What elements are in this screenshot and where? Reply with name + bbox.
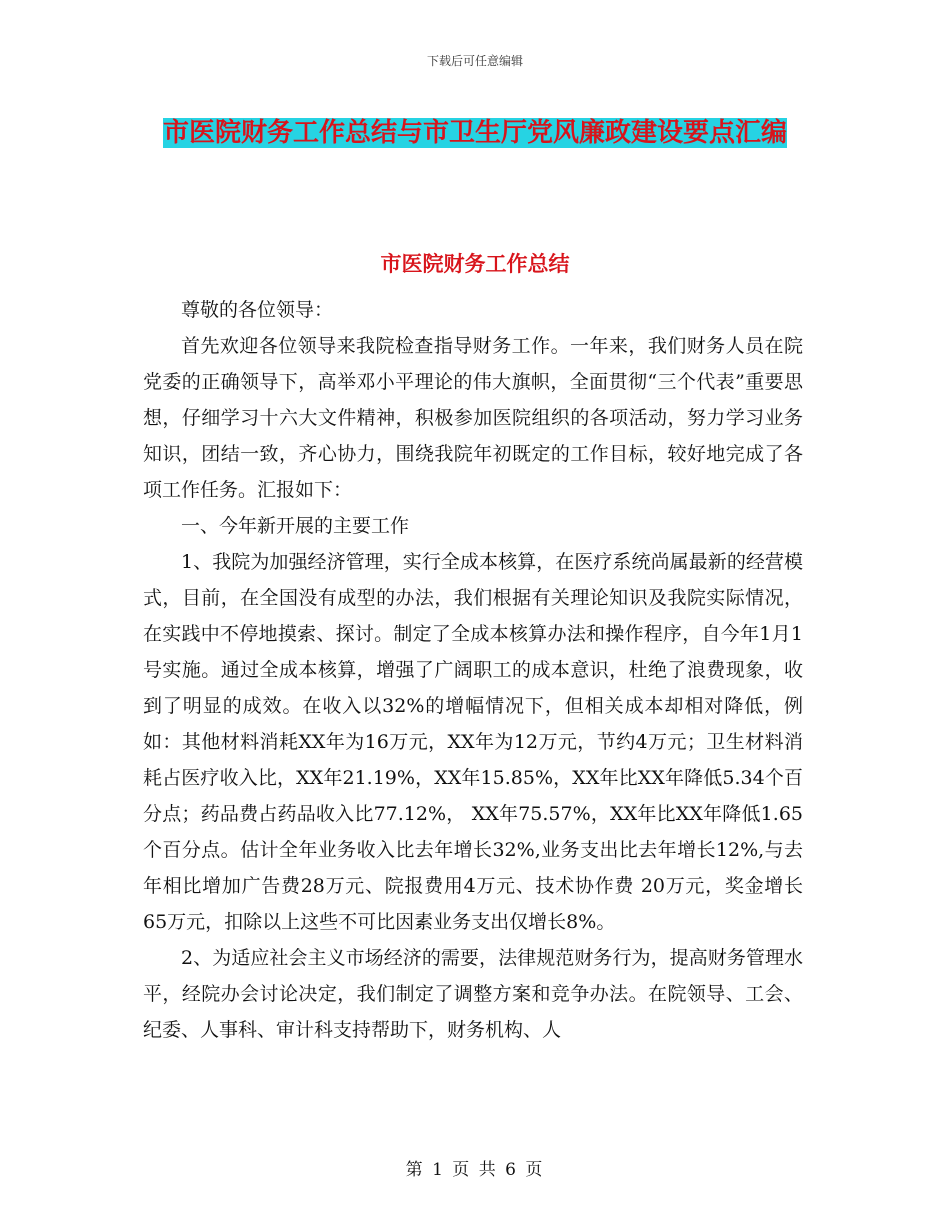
subheading: 一、今年新开展的主要工作 <box>181 515 410 537</box>
section-title: 市医院财务工作总结 <box>380 252 570 276</box>
paragraph: 2、为适应社会主义市场经济的需要，法律规范财务行为，提高财务管理水平，经院办会讨论决定，我们制定了调整方案和竞争办法。在院领导、工会、纪委、人事科、审计科支持帮助下，财务机构、人 <box>143 947 803 1041</box>
page-header-note: 下载后可任意编辑 <box>426 54 523 68</box>
document-body <box>143 292 803 1048</box>
document-title <box>140 110 810 156</box>
paragraph: 1、我院为加强经济管理，实行全成本核算，在医疗系统尚属最新的经营模式，目前，在全国没有成型的办法，我们根据有关理论知识及我院实际情况，在实践中不停地摸索、探讨。制定了全成本核算办法和操作程序，自今年1月1号实施。通过全成本核算，增强了广阔职工的成本意识，杜绝了浪费现象，收到了明显的成效。在收入以32%的增幅情况下，但相关成本却相对降低，例如：其他材料消耗XX年为16万元，XX年为12万元，节约4万元；卫生材料消耗占医疗收入比，XX年21.19%，XX年15.85%，XX年比XX年降低5.34个百分点；药品费占药品收入比77.12%， XX年75.57%，XX年比XX年降低1.65个百分点。估计全年业务收入比去年增长32%,业务支出比去年增长12%,与去年相比增加广告费28万元、院报费用4万元、技术协作费 20万元，奖金增长65万元，扣除以上这些不可比因素业务支出仅增长8%。 <box>143 551 803 933</box>
page-number: 第 1 页 共 6 页 <box>405 1160 545 1180</box>
paragraph: 首先欢迎各位领导来我院检查指导财务工作。一年来，我们财务人员在院党委的正确领导下，高举邓小平理论的伟大旗帜，全面贯彻“三个代表”重要思想，仔细学习十六大文件精神，积极参加医院组织的各项活动，努力学习业务知识，团结一致，齐心协力，围绕我院年初既定的工作目标，较好地完成了各项工作任务。汇报如下： <box>143 335 803 501</box>
salutation: 尊敬的各位领导： <box>181 299 334 321</box>
document-title-text: 市医院财务工作总结与市卫生厅党风廉政建设要点汇编 <box>162 118 787 148</box>
